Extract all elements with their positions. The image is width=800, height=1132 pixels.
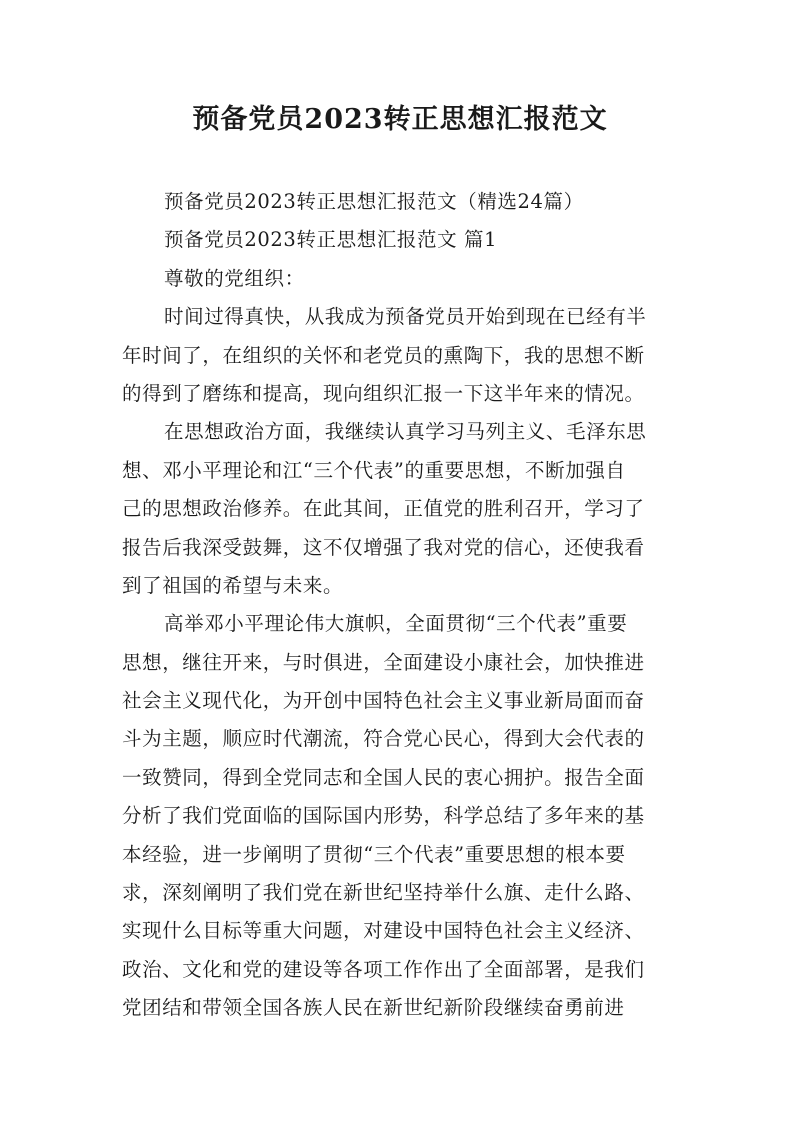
- text-line: 预备党员2023转正思想汇报范文 篇1: [164, 228, 498, 252]
- document-title: 预备党员2023转正思想汇报范文: [192, 104, 608, 135]
- text-line: 预备党员2023转正思想汇报范文（精选24篇）: [164, 190, 584, 213]
- text-line: 想、邓小平理论和江“三个代表”的重要思想，不断加强自: [122, 458, 626, 482]
- text-line: 实现什么目标等重大问题，对建设中国特色社会主义经济、: [122, 919, 645, 943]
- text-line: 年时间了，在组织的关怀和老党员的熏陶下，我的思想不断: [122, 343, 645, 367]
- text-line: 在思想政治方面，我继续认真学习马列主义、毛泽东思: [164, 420, 647, 444]
- text-line: 本经验，进一步阐明了贯彻“三个代表”重要思想的根本要: [122, 842, 626, 866]
- text-line: 求，深刻阐明了我们党在新世纪坚持举什么旗、走什么路、: [122, 881, 645, 905]
- text-line: 社会主义现代化，为开创中国特色社会主义事业新局面而奋: [122, 689, 645, 713]
- text-line: 党团结和带领全国各族人民在新世纪新阶段继续奋勇前进: [122, 996, 625, 1020]
- text-line: 一致赞同，得到全党同志和全国人民的衷心拥护。报告全面: [122, 765, 645, 789]
- text-line: 尊敬的党组织：: [164, 266, 305, 290]
- text-line: 己的思想政治修养。在此其间，正值党的胜利召开，学习了: [122, 497, 645, 521]
- text-line: 时间过得真快，从我成为预备党员开始到现在已经有半: [164, 305, 647, 329]
- text-line: 政治、文化和党的建设等各项工作作出了全面部署，是我们: [122, 957, 645, 981]
- text-line: 到了祖国的希望与未来。: [122, 573, 344, 597]
- text-line: 斗为主题，顺应时代潮流，符合党心民心，得到大会代表的: [122, 727, 645, 751]
- text-line: 报告后我深受鼓舞，这不仅增强了我对党的信心，还使我看: [122, 535, 645, 559]
- text-line: 高举邓小平理论伟大旗帜，全面贯彻“三个代表”重要: [164, 612, 628, 636]
- text-line: 分析了我们党面临的国际国内形势，科学总结了多年来的基: [122, 804, 645, 828]
- document-body: [122, 183, 682, 1028]
- text-line: 思想，继往开来，与时俱进，全面建设小康社会，加快推进: [122, 650, 645, 674]
- text-line: 的得到了磨练和提高，现向组织汇报一下这半年来的情况。: [122, 381, 645, 405]
